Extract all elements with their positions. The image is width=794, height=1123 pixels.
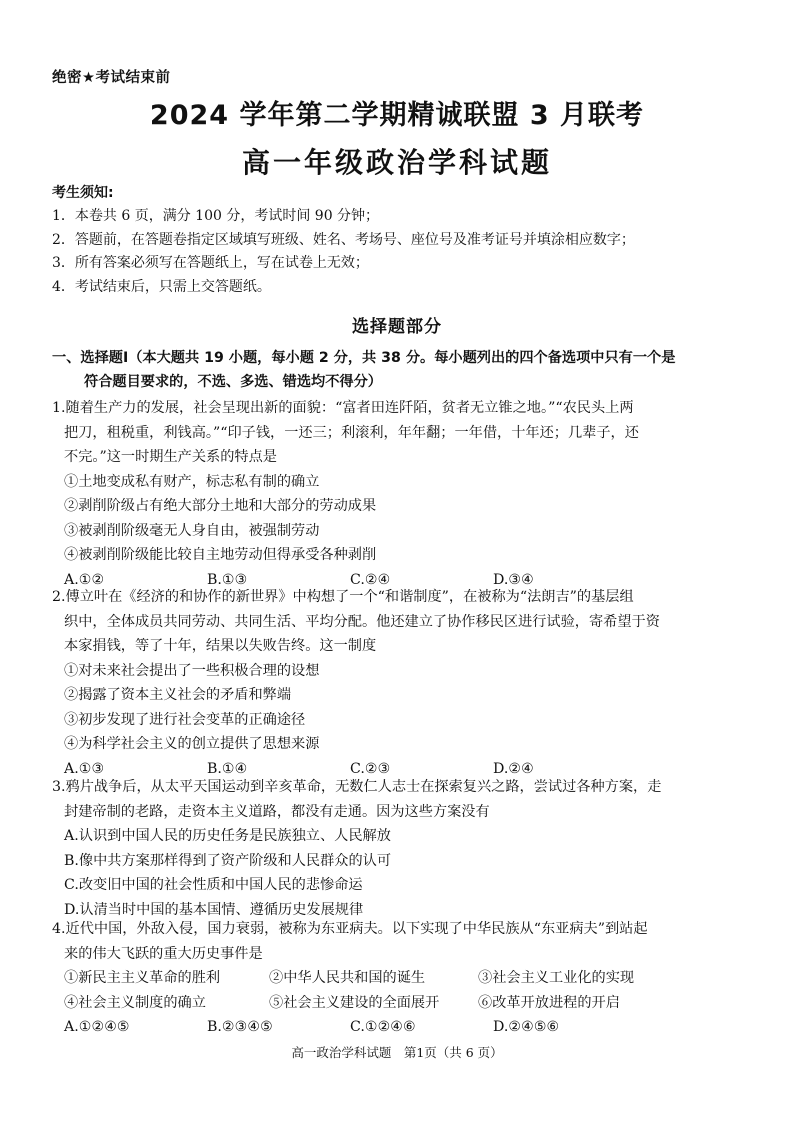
- question-stem-line: 1.随着生产力的发展，社会呈现出新的面貌：“富者田连阡陌，贫者无立锥之地。”“农民头上两: [52, 400, 634, 416]
- choice-c: C.改变旧中国的社会性质和中国人民的悲惨命运: [64, 877, 363, 893]
- choice-b: B.①④: [207, 760, 248, 777]
- statement-option: ⑥改革开放进程的开启: [478, 994, 620, 1011]
- page-footer: 高一政治学科试题 第1页（共 6 页）: [291, 1045, 503, 1060]
- choice-d: D.②④⑤⑥: [493, 1019, 560, 1035]
- question-stem-line: 封建帝制的老路，走资本主义道路，都没有走通。因为这些方案没有: [64, 803, 490, 820]
- choice-a: A.①②: [64, 571, 105, 588]
- statement-option: ②剥削阶级占有绝大部分土地和大部分的劳动成果: [64, 498, 377, 514]
- section-title: 选择题部分: [352, 317, 442, 337]
- instruction-line: 符合题目要求的，不选、多选、错选均不得分）: [84, 374, 382, 390]
- statement-option: ④被剥削阶级能比较自主地劳动但得承受各种剥削: [64, 547, 377, 563]
- choice-a: A.认识到中国人民的历史任务是民族独立、人民解放: [64, 828, 391, 844]
- choice-c: C.①②④⑥: [350, 1019, 416, 1035]
- statement-option: ①土地变成私有财产，标志私有制的确立: [64, 473, 320, 490]
- question-stem-line: 4.近代中国，外敌入侵，国力衰弱，被称为东亚病夫。以下实现了中华民族从“东亚病夫”到站起: [52, 921, 648, 937]
- choice-a: A.①②④⑤: [64, 1019, 130, 1035]
- notice-item: 3．所有答案必须写在答题纸上，写在试卷上无效；: [52, 255, 369, 271]
- choice-c: C.②③: [350, 760, 391, 777]
- statement-option: ④为科学社会主义的创立提供了思想来源: [64, 736, 320, 752]
- choice-b: B.②③④⑤: [207, 1019, 273, 1035]
- question-stem-line: 把刀，租税重，利钱高。”“印子钱，一还三；利滚利，年年翻；一年借，十年还；几辈子，还: [64, 424, 639, 441]
- question-stem-line: 来的伟大飞跃的重大历史事件是: [64, 945, 263, 962]
- confidential-mark: 绝密★考试结束前: [52, 70, 171, 86]
- exam-title: 2024 学年第二学期精诚联盟 3 月联考: [149, 100, 645, 131]
- statement-option: ①新民主主义革命的胜利: [64, 970, 221, 986]
- choice-b: B.①③: [207, 571, 248, 588]
- question-stem-line: 2.傅立叶在《经济的和协作的新世界》中构想了一个“和谐制度”，在被称为“法朗吉”的基层组: [52, 589, 634, 605]
- question-2: [52, 585, 752, 781]
- instruction-line: 一、选择题Ⅰ（本大题共 19 小题，每小题 2 分，共 38 分。每小题列出的四个备选项中只有一个是: [52, 350, 676, 366]
- choice-a: A.①③: [64, 760, 105, 777]
- statement-option-row: [52, 966, 752, 991]
- question-stem-line: 织中，全体成员共同劳动、共同生活、平均分配。他还建立了协作移民区进行试验，寄希望于资: [64, 613, 660, 630]
- notice-item: 4．考试结束后，只需上交答题纸。: [52, 278, 271, 295]
- statement-option: ③被剥削阶级毫无人身自由，被强制劳动: [64, 522, 320, 539]
- statement-option: ⑤社会主义建设的全面展开: [269, 994, 440, 1011]
- question-3: [52, 775, 752, 922]
- choice-c: C.②④: [350, 571, 391, 588]
- question-4: [52, 917, 752, 1040]
- exam-subtitle: 高一年级政治学科试题: [241, 146, 552, 179]
- question-stem-line: 本家捐钱，等了十年，结果以失败告终。这一制度: [64, 638, 377, 654]
- notice-heading: 考生须知:: [52, 185, 114, 201]
- statement-option: ①对未来社会提出了一些积极合理的设想: [64, 662, 320, 679]
- section-instruction: [52, 346, 752, 394]
- statement-option: ③初步发现了进行社会变革的正确途径: [64, 711, 306, 728]
- candidate-notice: [52, 182, 752, 299]
- notice-item: 1．本卷共 6 页，满分 100 分，考试时间 90 分钟；: [52, 208, 380, 224]
- choice-b: B.像中共方案那样得到了资产阶级和人民群众的认可: [64, 852, 392, 869]
- statement-option: ③社会主义工业化的实现: [478, 970, 635, 986]
- question-stem-line: 3.鸦片战争后，从太平天国运动到辛亥革命，无数仁人志士在探索复兴之路，尝试过各种方案，走: [52, 779, 662, 795]
- choice-d: D.②④: [493, 760, 534, 777]
- question-1: [52, 396, 752, 592]
- statement-option: ②中华人民共和国的诞生: [269, 970, 426, 986]
- statement-option: ④社会主义制度的确立: [64, 994, 206, 1011]
- answer-choices: [52, 1015, 752, 1040]
- statement-option-row: [52, 991, 752, 1016]
- choice-d: D.③④: [493, 571, 534, 588]
- statement-option: ②揭露了资本主义社会的矛盾和弊端: [64, 687, 292, 703]
- choice-d: D.认清当时中国的基本国情、遵循历史发展规律: [64, 901, 364, 918]
- notice-item: 2．答题前，在答题卷指定区域填写班级、姓名、考场号、座位号及准考证号并填涂相应数字；: [52, 231, 635, 248]
- question-stem-line: 不完。”这一时期生产关系的特点是: [64, 449, 277, 465]
